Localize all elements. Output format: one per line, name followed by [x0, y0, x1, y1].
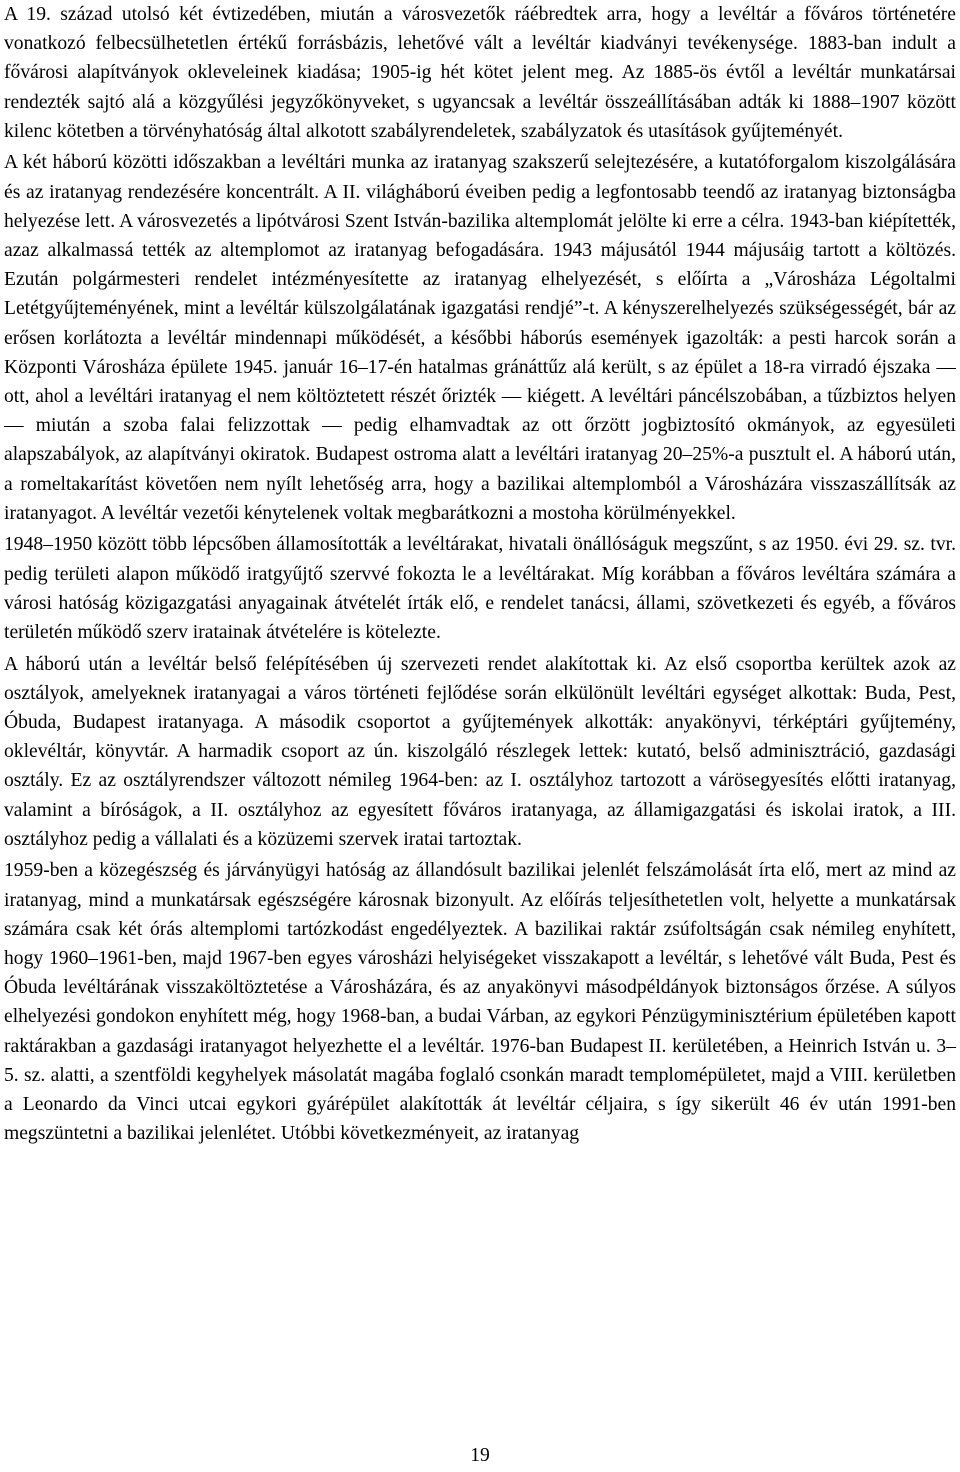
paragraph-2: A két háború közötti időszakban a levéltári munka az iratanyag szakszerű selejtezésére, a kutatóforgalom kiszolgálására és az iratanyag rendezésére koncentrált. A II. világháború éveiben pedig a legfontosabb teendő az iratanyag biztonságba helyezése lett. A városvezetés a lipótvárosi Szent István-bazilika altemplomát jelölte ki erre a célra. 1943-ban kiépítették, azaz alkalmassá tették az altemplomot az iratanyag befogadására. 1943 májusától 1944 májusáig tartott a költözés. Ezután polgármesteri rendelet intézményesítette az iratanyag elhelyezését, s előírta a „Városháza Légoltalmi Letétgyűjteményének, mint a levéltár külszolgálatának igazgatási rendjé”-t. A kényszerelhelyezés szükségességét, bár az erősen korlátozta a levéltár mindennapi működését, a későbbi háborús események igazolták: a pesti harcok során a Központi Városháza épülete 1945. január 16–17-én hatalmas gránáttűz alá került, s az épület a 18-ra virradó éjszaka — ott, ahol a levéltári iratanyag el nem költöztetett részét őrizték — kiégett. A levéltári páncélszobában, a tűzbiztos helyen — miután a szoba falai felizzottak — pedig elhamvadtak az ott őrzött jogbiztosító okmányok, az egyesületi alapszabályok, az alapítványi okiratok. Budapest ostroma alatt a levéltári iratanyag 20–25%-a pusztult el. A háború után, a romeltakarítást követően nem nyílt lehetőség arra, hogy a bazilikai altemplomból a Városházára visszaszállítsák az iratanyagot. A levéltár vezetői kénytelenek voltak megbarátkozni a mostoha körülményekkel. [4, 152, 956, 524]
paragraph-5: 1959-ben a közegészség és járványügyi hatóság az állandósult bazilikai jelenlét felszámolását írta elő, mert az mind az iratanyag, mind a munkatársak egészségére károsnak bizonyult. Az előírás teljesíthetetlen volt, helyette a munkatársak számára csak két órás altemplomi tartózkodást engedélyeztek. A bazilikai raktár zsúfoltságán csak némileg enyhített, hogy 1960–1961-ben, majd 1967-ben egyes városházi helyiségeket visszakapott a levéltár, s lehetővé vált Buda, Pest és Óbuda levéltárának visszaköltöztetése a Városházára, és az anyakönyvi másodpéldányok biztonságos őrzése. A súlyos elhelyezési gondokon enyhített még, hogy 1968-ban, a budai Várban, az egykori Pénzügyminisztérium épületében kapott raktárakban a gazdasági iratanyagot helyezhette el a levéltár. 1976-ban Budapest II. kerületében, a Heinrich István u. 3–5. sz. alatti, a szentföldi kegyhelyek másolatát magába foglaló csonkán maradt templomépületet, majd a VIII. kerületben a Leonardo da Vinci utcai egykori gyárépület alakították át levéltár céljaira, s így sikerült 46 év után 1991-ben megszüntetni a bazilikai jelenlétet. Utóbbi következményeit, az iratanyag [4, 860, 956, 1145]
paragraph-4: A háború után a levéltár belső felépítésében új szervezeti rendet alakítottak ki. Az első csoportba kerültek azok az osztályok, amelyeknek iratanyagai a város történeti fejlődése során elkülönült levéltári egységet alkottak: Buda, Pest, Óbuda, Budapest iratanyaga. A második csoportot a gyűjtemények alkották: anyakönyvi, térképtári gyűjtemény, oklevéltár, könyvtár. A harmadik csoport az ún. kiszolgáló részlegek lettek: kutató, belső adminisztráció, gazdasági osztály. Ez az osztályrendszer változott némileg 1964-ben: az I. osztályhoz tartozott a várösegyesítés előtti iratanyag, valamint a bíróságok, a II. osztályhoz az egyesített főváros iratanyaga, az államigazgatási és iskolai iratok, a III. osztályhoz pedig a vállalati és a közüzemi szervek iratai tartoztak. [4, 653, 956, 850]
paragraph-3: 1948–1950 között több lépcsőben államosították a levéltárakat, hivatali önállóságuk megszűnt, s az 1950. évi 29. sz. tvr. pedig területi alapon működő iratgyűjtő szervvé fokozta le a levéltárakat. Míg korábban a főváros levéltára számára a városi hatóság közigazgatási anyagainak átvételét írták elő, e rendelet tanácsi, állami, szövetkezeti és egyéb, a főváros területén működő szerv iratainak átvételére is kötelezte. [4, 534, 956, 644]
page-number: 19 [470, 1445, 490, 1466]
document-body [4, 0, 956, 1151]
paragraph-1: A 19. század utolsó két évtizedében, miután a városvezetők ráébredtek arra, hogy a levéltár a főváros történetére vonatkozó felbecsülhetetlen értékű forrásbázis, lehetővé vált a levéltár kiadványi tevékenysége. 1883-ban indult a fővárosi alapítványok okleveleinek kiadása; 1905-ig hét kötet jelent meg. Az 1885-ös évtől a levéltár munkatársai rendezték sajtó alá a közgyűlési jegyzőkönyveket, s ugyancsak a levéltár összeállításában adták ki 1888–1907 között kilenc kötetben a törvényhatóság által alkotott szabályrendeletek, szabályzatok és utasítások gyűjteményét. [4, 4, 956, 142]
